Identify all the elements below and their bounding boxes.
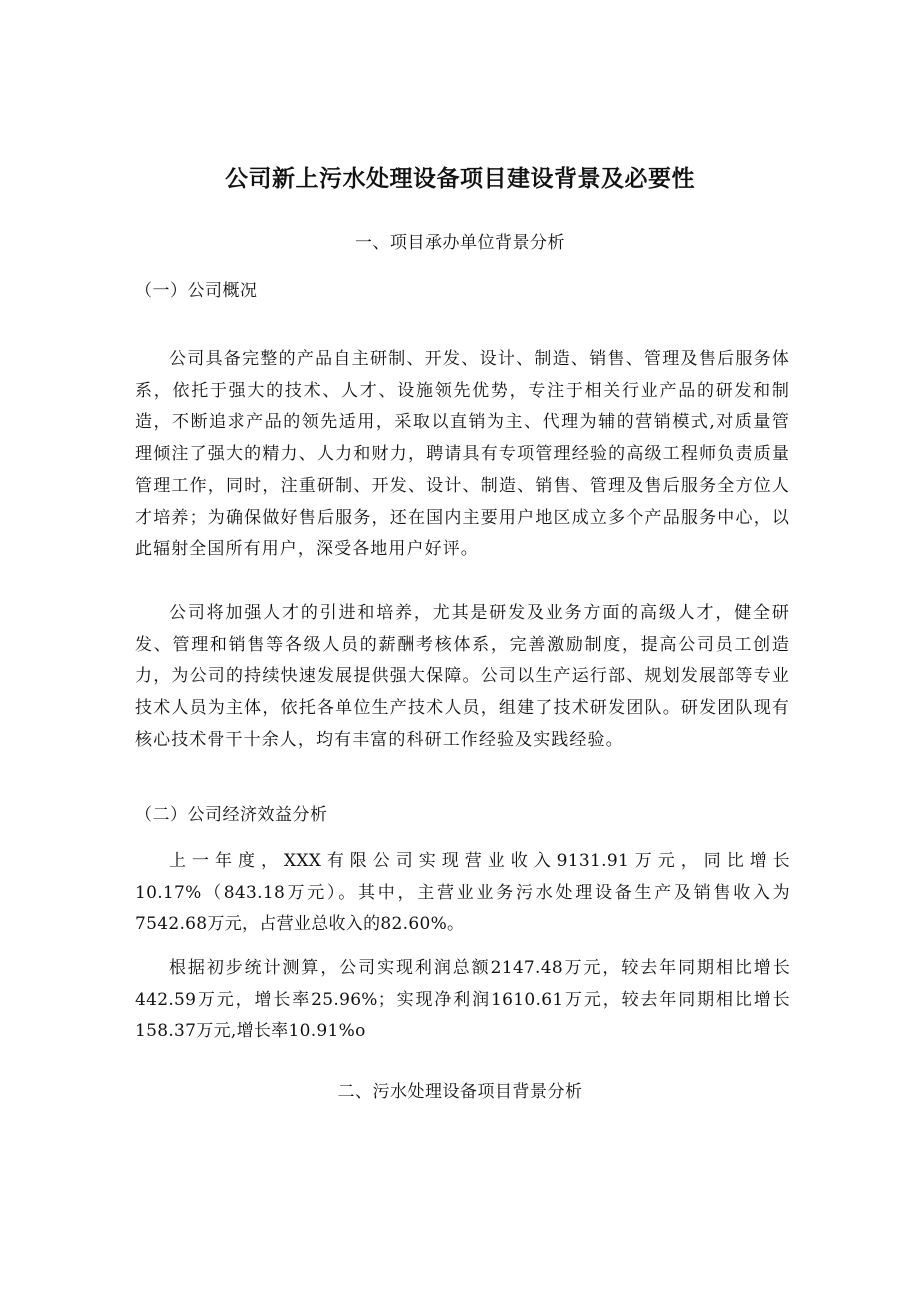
paragraph-company-overview-1: 公司具备完整的产品自主研制、开发、设计、制造、销售、管理及售后服务体系，依托于强大的技术、人才、设施领先优势，专注于相关行业产品的研发和制造，不断追求产品的领先适用，采取以直销为主、代理为辅的营销模式,对质量管理倾注了强大的精力、人力和财力，聘请具有专项管理经验的高级工程师负责质量管理工作，同时，注重研制、开发、设计、制造、销售、管理及售后服务全方位人才培养；为确保做好售后服务，还在国内主要用户地区成立多个产品服务中心，以此辐射全国所有用户，深受各地用户好评。 — [135, 349, 790, 560]
paragraph-company-overview-2: 公司将加强人才的引进和培养，尤其是研发及业务方面的高级人才，健全研发、管理和销售等各级人员的薪酬考核体系，完善激励制度，提高公司员工创造力，为公司的持续快速发展提供强大保障。公司以生产运行部、规划发展部等专业技术人员为主体，依托各单位生产技术人员，组建了技术研发团队。研发团队现有核心技术骨干十余人，均有丰富的科研工作经验及实践经验。 — [135, 603, 790, 750]
section-heading-2: 二、污水处理设备项目背景分析 — [337, 1082, 583, 1102]
sub-heading-company-overview: （一）公司概况 — [135, 281, 258, 301]
sub-heading-economic-analysis: （二）公司经济效益分析 — [135, 805, 328, 825]
document-title: 公司新上污水处理设备项目建设背景及必要性 — [225, 166, 695, 192]
paragraph-economic-analysis-2: 根据初步统计测算，公司实现利润总额2147.48万元，较去年同期相比增长442.59万元，增长率25.96%；实现净利润1610.61万元，较去年同期相比增长158.37万元,增长率10.91%o — [135, 958, 790, 1042]
section-heading-1: 一、项目承办单位背景分析 — [355, 233, 565, 253]
paragraph-economic-analysis-1: 上一年度，XXX有限公司实现营业收入9131.91万元，同比增长10.17%（843.18万元）。其中，主营业业务污水处理设备生产及销售收入为7542.68万元，占营业总收入的82.60%。 — [135, 851, 790, 935]
